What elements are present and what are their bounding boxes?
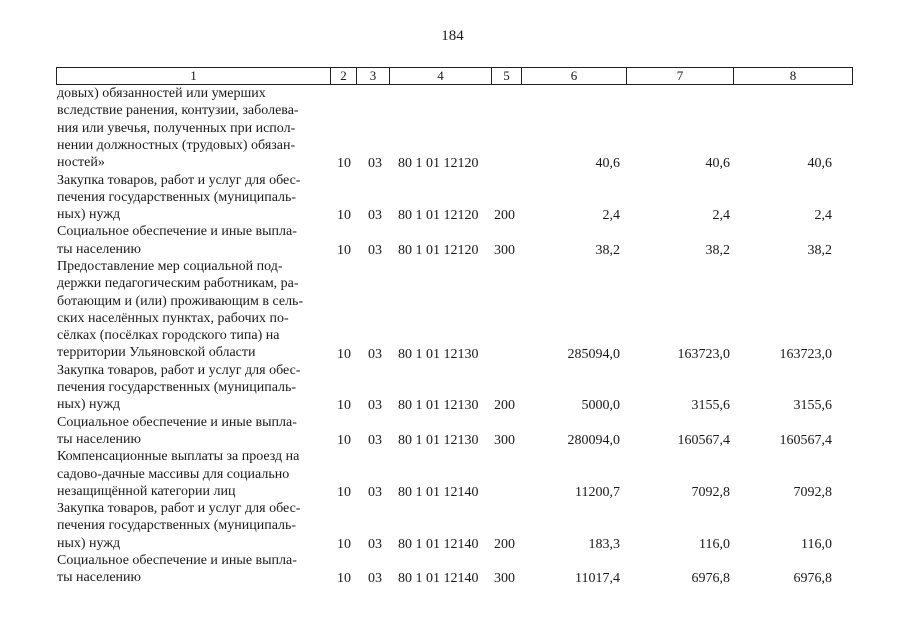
cell-col-7: 163723,0 — [677, 346, 730, 362]
cell-col-3: 03 — [368, 398, 382, 414]
header-col-3: 3 — [357, 68, 390, 84]
description-line: ных) нужд — [57, 397, 121, 413]
cell-col-8: 2,4 — [814, 208, 832, 224]
description-line: ностей» — [57, 155, 105, 171]
cell-col-6: 183,3 — [588, 536, 620, 552]
cell-col-4: 80 1 01 12130 — [398, 346, 479, 362]
page-number: 184 — [441, 28, 464, 44]
cell-col-8: 116,0 — [801, 536, 832, 552]
description-line: Компенсационные выплаты за проезд на — [57, 449, 300, 465]
description-line: Закупка товаров, работ и услуг для обес- — [57, 362, 301, 378]
header-col-1: 1 — [57, 68, 331, 84]
cell-col-7: 116,0 — [699, 536, 730, 552]
cell-col-3: 03 — [368, 156, 382, 172]
cell-col-2: 10 — [337, 432, 351, 448]
row-description — [57, 172, 329, 224]
cell-col-6: 280094,0 — [567, 432, 620, 448]
cell-col-2: 10 — [337, 156, 351, 172]
row-description — [57, 362, 329, 414]
description-line: держки педагогическим работникам, ра- — [57, 276, 299, 292]
description-line: печения государственных (муниципаль- — [57, 189, 297, 205]
cell-col-2: 10 — [337, 484, 351, 500]
cell-col-5: 200 — [494, 536, 515, 552]
description-line: ных) нужд — [57, 207, 121, 223]
cell-col-8: 38,2 — [807, 242, 832, 258]
cell-col-6: 38,2 — [595, 242, 620, 258]
cell-col-7: 3155,6 — [691, 398, 730, 414]
cell-col-7: 6976,8 — [691, 571, 730, 587]
cell-col-7: 40,6 — [705, 156, 730, 172]
cell-col-6: 11200,7 — [575, 484, 620, 500]
cell-col-2: 10 — [337, 536, 351, 552]
cell-col-5: 200 — [494, 398, 515, 414]
cell-col-2: 10 — [337, 346, 351, 362]
description-line: ты населению — [57, 431, 141, 447]
description-line: Социальное обеспечение и иные выпла- — [57, 553, 297, 569]
description-line: Социальное обеспечение и иные выпла- — [57, 414, 297, 430]
row-description — [57, 414, 329, 449]
description-line: сёлках (посёлках городского типа) на — [57, 328, 280, 344]
cell-col-2: 10 — [337, 208, 351, 224]
cell-col-3: 03 — [368, 346, 382, 362]
header-col-6: 6 — [522, 68, 627, 84]
cell-col-8: 40,6 — [807, 156, 832, 172]
cell-col-5: 200 — [494, 208, 515, 224]
header-col-8: 8 — [789, 68, 797, 83]
cell-col-4: 80 1 01 12140 — [398, 571, 479, 587]
description-line: ботающим и (или) проживающим в сель- — [57, 293, 304, 309]
description-line: ния или увечья, полученных при испол- — [57, 120, 296, 136]
cell-col-4: 80 1 01 12120 — [398, 156, 479, 172]
cell-col-3: 03 — [368, 432, 382, 448]
cell-col-5: 300 — [494, 432, 515, 448]
row-description — [57, 500, 329, 552]
cell-col-4: 80 1 01 12140 — [398, 536, 479, 552]
cell-col-4: 80 1 01 12140 — [398, 484, 479, 500]
description-line: Закупка товаров, работ и услуг для обес- — [57, 172, 301, 188]
cell-col-4: 80 1 01 12130 — [398, 432, 479, 448]
row-description — [57, 448, 329, 500]
row-description — [57, 552, 329, 587]
cell-col-7: 7092,8 — [691, 484, 730, 500]
description-line: территории Ульяновской области — [57, 345, 256, 361]
description-line: ских населённых пунктах, рабочих по- — [57, 310, 289, 326]
row-description — [57, 258, 329, 362]
cell-col-3: 03 — [368, 242, 382, 258]
description-line: незащищённой категории лиц — [57, 483, 236, 499]
cell-col-3: 03 — [368, 571, 382, 587]
cell-col-8: 160567,4 — [779, 432, 832, 448]
cell-col-5: 300 — [494, 242, 515, 258]
description-line: печения государственных (муниципаль- — [57, 518, 297, 534]
header-col-7: 7 — [627, 68, 734, 84]
description-line: ты населению — [57, 570, 141, 586]
description-line: Закупка товаров, работ и услуг для обес- — [57, 501, 301, 517]
description-line: довых) обязанностей или умерших — [57, 86, 266, 101]
cell-col-7: 38,2 — [705, 242, 730, 258]
cell-col-5: 300 — [494, 571, 515, 587]
cell-col-7: 160567,4 — [677, 432, 730, 448]
cell-col-2: 10 — [337, 398, 351, 414]
cell-col-3: 03 — [368, 484, 382, 500]
description-line: ных) нужд — [57, 535, 121, 551]
table-header — [56, 67, 853, 85]
header-col-4: 4 — [390, 68, 492, 84]
row-description — [57, 85, 329, 171]
cell-col-8: 6976,8 — [793, 571, 832, 587]
cell-col-8: 163723,0 — [779, 346, 832, 362]
description-line: Социальное обеспечение и иные выпла- — [57, 224, 297, 240]
cell-col-3: 03 — [368, 208, 382, 224]
header-col-2: 2 — [331, 68, 357, 84]
cell-col-6: 5000,0 — [581, 398, 620, 414]
cell-col-4: 80 1 01 12120 — [398, 242, 479, 258]
cell-col-2: 10 — [337, 571, 351, 587]
description-line: вследствие ранения, контузии, заболева- — [57, 103, 299, 119]
description-line: Предоставление мер социальной под- — [57, 259, 283, 274]
cell-col-6: 11017,4 — [575, 571, 620, 587]
row-description — [57, 223, 329, 258]
description-line: садово-дачные массивы для социально — [57, 466, 290, 482]
cell-col-4: 80 1 01 12120 — [398, 208, 479, 224]
description-line: печения государственных (муниципаль- — [57, 380, 297, 396]
cell-col-3: 03 — [368, 536, 382, 552]
cell-col-8: 7092,8 — [793, 484, 832, 500]
cell-col-4: 80 1 01 12130 — [398, 398, 479, 414]
header-col-5: 5 — [492, 68, 522, 84]
cell-col-6: 285094,0 — [567, 346, 620, 362]
cell-col-7: 2,4 — [712, 208, 730, 224]
description-line: ты населению — [57, 241, 141, 257]
cell-col-6: 40,6 — [595, 156, 620, 172]
cell-col-6: 2,4 — [602, 208, 620, 224]
cell-col-8: 3155,6 — [793, 398, 832, 414]
description-line: нении должностных (трудовых) обязан- — [57, 137, 296, 153]
cell-col-2: 10 — [337, 242, 351, 258]
